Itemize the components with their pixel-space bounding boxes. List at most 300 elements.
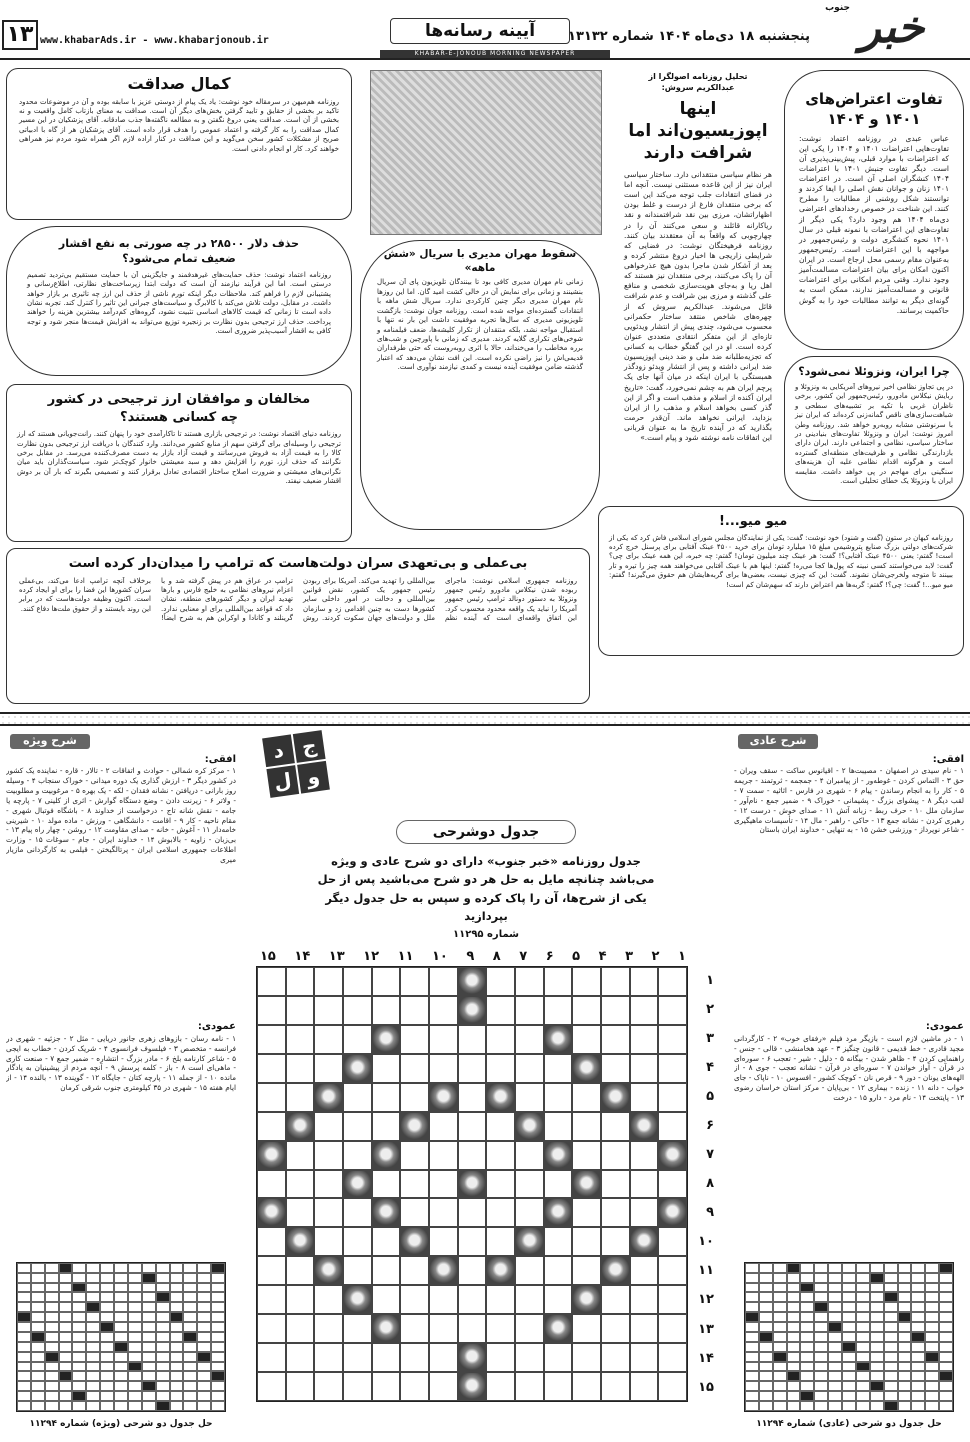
grid-cell[interactable] [372,1083,401,1112]
grid-cell[interactable] [658,1343,687,1372]
grid-cell[interactable] [515,1198,544,1227]
grid-cell[interactable] [400,1314,429,1343]
answer-cell [114,1292,128,1302]
answer-cell [925,1283,939,1293]
grid-cell[interactable] [314,996,343,1025]
grid-cell[interactable] [515,996,544,1025]
answer-cell [884,1352,898,1362]
grid-cell[interactable] [630,1083,659,1112]
grid-cell[interactable] [486,1372,515,1401]
answer-cell [759,1312,773,1322]
grid-cell[interactable] [544,1170,573,1199]
grid-cell[interactable] [486,967,515,996]
grid-cell[interactable] [601,967,630,996]
article-body: روزنامه جمهوری اسلامی نوشت: ماجرای ربوده شدن نیکلاس مادورو رئیس جمهور ونزوئلا به دستور دونالد ترامپ رئیس جمهور آمریکا را نباید یک واقعه محدود محسوب کرد. این اتفاق واقعه‌ای است که آینده نظم بین‌المللی را تهدید می‌کند. آمریکا برای ربودن رئیس جمهور یک کشور، نقض قوانین بین‌المللی و دخالت در امور داخلی سایر کشورها دست به چنین اقدامی زد و سازمان ملل و دولت‌های جهان سکوت کردند. روش ترامپ در عراق هم در پیش گرفته شد و با اعزام نیروهای نظامی به خلیج فارس و بارها تهدید ایران و دیگر کشورهای منطقه، نشان داد که قواعد بین‌المللی برای او معنایی ندارد. گرینلند و کانادا و اوکراین هم به شرح ایضاً! برخلاف آنچه ترامپ ادعا می‌کند، بی‌عملی سران کشورها این فضا را برای او ایجاد کرده است. اکنون وظیفه دولت‌هاست که در برابر این روند بایستند و از حقوق ملت‌ها دفاع کنند. [19,576,577,623]
grid-cell[interactable] [257,1025,286,1054]
grid-cell[interactable] [429,1314,458,1343]
grid-cell[interactable] [486,1343,515,1372]
grid-cell[interactable] [286,1083,315,1112]
answer-cell [898,1371,912,1381]
grid-cell[interactable] [630,1314,659,1343]
grid-cell[interactable] [286,1343,315,1372]
grid-cell[interactable] [486,1198,515,1227]
grid-cell[interactable] [286,1141,315,1170]
answer-cell [59,1312,73,1322]
answer-cell [197,1342,211,1352]
grid-block-cell [515,1227,544,1256]
grid-cell[interactable] [257,1256,286,1285]
grid-cell[interactable] [429,1227,458,1256]
answer-cell [828,1263,842,1273]
grid-cell[interactable] [486,1170,515,1199]
answer-cell [31,1381,45,1391]
answer-cell [59,1352,73,1362]
grid-cell[interactable] [429,1025,458,1054]
grid-cell[interactable] [458,1025,487,1054]
grid-cell[interactable] [257,1343,286,1372]
grid-cell[interactable] [658,996,687,1025]
grid-cell[interactable] [601,1025,630,1054]
grid-cell[interactable] [544,967,573,996]
answer-cell [114,1362,128,1372]
grid-cell[interactable] [515,967,544,996]
grid-cell[interactable] [458,1112,487,1141]
grid-cell[interactable] [429,967,458,996]
grid-cell[interactable] [314,1112,343,1141]
answer-cell [856,1292,870,1302]
answer-cell [100,1292,114,1302]
grid-cell[interactable] [544,996,573,1025]
grid-cell[interactable] [601,1372,630,1401]
grid-cell[interactable] [486,1025,515,1054]
grid-cell[interactable] [400,1054,429,1083]
grid-cell[interactable] [544,1083,573,1112]
grid-cell[interactable] [658,1256,687,1285]
grid-block-cell [572,1285,601,1314]
grid-cell[interactable] [572,996,601,1025]
special-answer-grid [16,1262,226,1412]
answer-cell [842,1292,856,1302]
grid-cell[interactable] [372,1372,401,1401]
grid-cell[interactable] [286,1285,315,1314]
logo-subtitle: جنوب [825,3,850,13]
grid-cell[interactable] [343,1343,372,1372]
answer-cell [72,1352,86,1362]
grid-block-cell [458,967,487,996]
answer-block-cell [884,1292,898,1302]
grid-cell[interactable] [314,1227,343,1256]
grid-cell[interactable] [343,1141,372,1170]
answer-cell [86,1362,100,1372]
article-title: مخالفان و موافقان ارز ترجیحی در کشور چه کسانی هستند؟ [47,392,311,425]
grid-cell[interactable] [372,996,401,1025]
grid-cell[interactable] [429,996,458,1025]
answer-cell [31,1371,45,1381]
answer-cell [773,1401,787,1411]
answer-cell [128,1352,142,1362]
answer-cell [745,1273,759,1283]
answer-cell [814,1263,828,1273]
grid-cell[interactable] [400,1198,429,1227]
grid-cell[interactable] [314,1054,343,1083]
grid-cell[interactable] [630,996,659,1025]
answer-cell [939,1352,953,1362]
column-number: ۶ [545,949,554,964]
grid-cell[interactable] [601,1198,630,1227]
grid-cell[interactable] [400,1170,429,1199]
grid-cell[interactable] [572,1083,601,1112]
grid-cell[interactable] [658,1083,687,1112]
grid-cell[interactable] [257,996,286,1025]
grid-cell[interactable] [544,1112,573,1141]
answer-cell [856,1302,870,1312]
grid-cell[interactable] [400,1343,429,1372]
grid-cell[interactable] [314,1343,343,1372]
answer-cell [211,1332,225,1342]
grid-cell[interactable] [630,1372,659,1401]
grid-cell[interactable] [601,1343,630,1372]
answer-cell [814,1391,828,1401]
grid-cell[interactable] [601,1112,630,1141]
grid-cell[interactable] [429,1170,458,1199]
grid-cell[interactable] [343,996,372,1025]
grid-cell[interactable] [286,1198,315,1227]
grid-cell[interactable] [286,1256,315,1285]
grid-cell[interactable] [372,1054,401,1083]
grid-cell[interactable] [257,967,286,996]
grid-block-cell [458,996,487,1025]
grid-cell[interactable] [572,1314,601,1343]
grid-block-cell [544,1198,573,1227]
grid-cell[interactable] [314,1170,343,1199]
answer-cell [911,1352,925,1362]
answer-cell [31,1401,45,1411]
article-title: حذف دلار ۲۸۵۰۰ در چه صورتی به نفع اقشار ضعیف تمام می‌شود؟ [58,237,300,265]
grid-cell[interactable] [515,1343,544,1372]
websites[interactable]: www.khabarAds.ir - www.khabarjonoub.ir [40,35,269,46]
grid-cell[interactable] [572,1227,601,1256]
answer-cell [800,1312,814,1322]
answer-cell [183,1381,197,1391]
grid-cell[interactable] [343,967,372,996]
grid-cell[interactable] [458,1054,487,1083]
grid-cell[interactable] [486,1112,515,1141]
grid-block-cell [486,1256,515,1285]
article-body: زمانی نام مهران مدیری کافی بود تا بینندگان تلویزیون پای آن سریال بنشینند و زمانی برای نمایش آن در خالی کشت امید گان. اما این روزها نام مهران مدیری دیگر چنین کارکردی ندارد. سریال شش ماهه با انتقادات گسترده‌ای مواجه شده است. روزنامه جوان نوشت: بازگشت تلویزیونی مدیری که سال‌ها تجربه موفقیت داشت این بار نه تنها با استقبال مواجه نشد، بلکه منتقدان از تکرار کلیشه‌ها، ضعف فیلمنامه و شوخی‌های تکراری گلایه کردند. مدیری که زمانی با پاورچین و شب‌های برره مخاطب را می‌خنداند، حالا با اثری روبه‌روست که حتی طرفداران قدیمی‌اش را نیز راضی نکرده است. این افت نشان می‌دهد که اعتبار گذشته ضامن موفقیت آینده نیست و کمدی نیازمند نوآوری است. [377,278,583,372]
grid-cell[interactable] [601,1141,630,1170]
grid-cell[interactable] [515,1285,544,1314]
grid-cell[interactable] [572,1141,601,1170]
answer-cell [156,1362,170,1372]
grid-cell[interactable] [544,1256,573,1285]
grid-cell[interactable] [486,1141,515,1170]
grid-cell[interactable] [658,1025,687,1054]
grid-cell[interactable] [257,1227,286,1256]
grid-cell[interactable] [601,1227,630,1256]
answer-cell [17,1273,31,1283]
grid-cell[interactable] [658,1054,687,1083]
answer-cell [814,1401,828,1411]
answer-cell [787,1401,801,1411]
grid-block-cell [314,1083,343,1112]
article-title: تفاوت اعتراض‌های ۱۴۰۱ و ۱۴۰۴ [805,90,943,129]
answer-cell [773,1283,787,1293]
grid-cell[interactable] [314,967,343,996]
answer-cell [114,1273,128,1283]
grid-cell[interactable] [572,1112,601,1141]
answer-cell [142,1332,156,1342]
grid-cell[interactable] [486,1227,515,1256]
grid-cell[interactable] [286,967,315,996]
answer-cell [911,1263,925,1273]
grid-cell[interactable] [572,1198,601,1227]
grid-cell[interactable] [630,1025,659,1054]
grid-cell[interactable] [658,967,687,996]
grid-cell[interactable] [544,1054,573,1083]
grid-cell[interactable] [458,1141,487,1170]
grid-cell[interactable] [601,1285,630,1314]
grid-cell[interactable] [314,1372,343,1401]
answer-cell [800,1322,814,1332]
grid-cell[interactable] [572,1025,601,1054]
column-number: ۱۰ [431,949,448,964]
grid-cell[interactable] [458,1083,487,1112]
grid-cell[interactable] [429,1141,458,1170]
grid-cell[interactable] [314,1198,343,1227]
grid-cell[interactable] [544,1343,573,1372]
grid-cell[interactable] [630,1141,659,1170]
grid-cell[interactable] [343,1083,372,1112]
grid-cell[interactable] [458,1314,487,1343]
grid-cell[interactable] [515,1025,544,1054]
grid-cell[interactable] [257,1083,286,1112]
grid-cell[interactable] [372,1256,401,1285]
grid-cell[interactable] [400,967,429,996]
issue-date: پنجشنبه ۱۸ دی‌ماه ۱۴۰۴ شماره ۱۳۱۳۲ [568,29,810,44]
grid-cell[interactable] [343,1112,372,1141]
grid-cell[interactable] [630,1054,659,1083]
grid-cell[interactable] [372,1227,401,1256]
answer-cell [183,1352,197,1362]
grid-cell[interactable] [601,1054,630,1083]
grid-cell[interactable] [257,1285,286,1314]
answer-cell [745,1332,759,1342]
grid-cell[interactable] [372,967,401,996]
grid-cell[interactable] [544,1285,573,1314]
grid-cell[interactable] [343,1314,372,1343]
grid-cell[interactable] [314,1285,343,1314]
grid-block-cell [458,1372,487,1401]
grid-block-cell [658,1198,687,1227]
grid-cell[interactable] [429,1198,458,1227]
grid-cell[interactable] [400,1285,429,1314]
grid-cell[interactable] [372,1112,401,1141]
newspaper-logo: خبر [859,2,925,53]
grid-cell[interactable] [572,967,601,996]
grid-cell[interactable] [458,1227,487,1256]
answer-cell [925,1322,939,1332]
grid-cell[interactable] [257,1314,286,1343]
grid-cell[interactable] [286,1025,315,1054]
answer-cell [17,1352,31,1362]
answer-cell [142,1342,156,1352]
answer-cell [787,1312,801,1322]
answer-block-cell [800,1391,814,1401]
grid-cell[interactable] [630,1256,659,1285]
grid-cell[interactable] [257,1372,286,1401]
grid-cell[interactable] [515,1314,544,1343]
answer-cell [870,1401,884,1411]
grid-cell[interactable] [343,1227,372,1256]
grid-cell[interactable] [429,1054,458,1083]
grid-cell[interactable] [458,1256,487,1285]
grid-cell[interactable] [544,1372,573,1401]
answer-cell [925,1401,939,1411]
grid-cell[interactable] [400,996,429,1025]
grid-cell[interactable] [630,967,659,996]
grid-cell[interactable] [486,1054,515,1083]
row-number: ۱۱ [698,1263,714,1279]
answer-cell [86,1322,100,1332]
grid-cell[interactable] [458,1285,487,1314]
grid-cell[interactable] [515,1083,544,1112]
grid-cell[interactable] [343,1372,372,1401]
grid-cell[interactable] [572,1343,601,1372]
answer-cell [898,1342,912,1352]
grid-cell[interactable] [286,1054,315,1083]
answer-cell [114,1371,128,1381]
answer-cell [814,1362,828,1372]
crossword-grid[interactable] [256,966,688,1402]
grid-cell[interactable] [658,1285,687,1314]
grid-cell[interactable] [630,1343,659,1372]
grid-cell[interactable] [515,1141,544,1170]
answer-cell [59,1292,73,1302]
answer-cell [211,1362,225,1372]
grid-cell[interactable] [544,1227,573,1256]
grid-cell[interactable] [658,1314,687,1343]
grid-cell[interactable] [658,1227,687,1256]
row-number: ۳ [706,1030,714,1046]
grid-cell[interactable] [286,1314,315,1343]
answer-cell [211,1273,225,1283]
answer-cell [939,1302,953,1312]
grid-cell[interactable] [314,1314,343,1343]
grid-cell[interactable] [572,1372,601,1401]
grid-cell[interactable] [257,1112,286,1141]
answer-cell [170,1352,184,1362]
grid-cell[interactable] [658,1372,687,1401]
answer-cell [842,1283,856,1293]
grid-cell[interactable] [429,1343,458,1372]
answer-cell [787,1273,801,1283]
answer-block-cell [128,1362,142,1372]
grid-cell[interactable] [601,1314,630,1343]
answer-cell [183,1292,197,1302]
answer-cell [142,1263,156,1273]
grid-cell[interactable] [429,1372,458,1401]
answer-cell [759,1401,773,1411]
grid-cell[interactable] [458,1198,487,1227]
answer-cell [745,1362,759,1372]
answer-cell [197,1371,211,1381]
grid-cell[interactable] [601,996,630,1025]
answer-cell [114,1381,128,1391]
answer-cell [814,1352,828,1362]
answer-cell [114,1332,128,1342]
grid-cell[interactable] [486,1314,515,1343]
grid-cell[interactable] [286,1170,315,1199]
grid-cell[interactable] [372,1343,401,1372]
answer-cell [842,1391,856,1401]
answer-cell [59,1332,73,1342]
grid-cell[interactable] [257,1054,286,1083]
answer-cell [800,1352,814,1362]
answer-cell [142,1292,156,1302]
answer-cell [870,1263,884,1273]
answer-cell [17,1362,31,1372]
grid-cell[interactable] [314,1141,343,1170]
grid-cell[interactable] [372,1170,401,1199]
grid-cell[interactable] [400,1141,429,1170]
grid-cell[interactable] [400,1083,429,1112]
answer-cell [911,1391,925,1401]
answer-cell [787,1292,801,1302]
grid-cell[interactable] [400,1372,429,1401]
grid-cell[interactable] [343,1025,372,1054]
grid-cell[interactable] [601,1170,630,1199]
answer-cell [884,1362,898,1372]
grid-cell[interactable] [286,1372,315,1401]
english-masthead: KHABAR-E-JONOUB MORNING NEWSPAPER [380,50,610,58]
answer-cell [211,1302,225,1312]
grid-cell[interactable] [286,996,315,1025]
grid-cell[interactable] [630,1170,659,1199]
grid-cell[interactable] [515,1256,544,1285]
grid-cell[interactable] [486,996,515,1025]
normal-answer-grid [744,1262,954,1412]
answer-cell [170,1263,184,1273]
answer-cell [898,1352,912,1362]
grid-cell[interactable] [343,1256,372,1285]
grid-cell[interactable] [572,1256,601,1285]
article-title: کمال صداقت [127,74,231,93]
grid-cell[interactable] [486,1285,515,1314]
grid-cell[interactable] [257,1170,286,1199]
newspapers-collage-image [370,70,602,235]
grid-cell[interactable] [630,1285,659,1314]
grid-cell[interactable] [400,1025,429,1054]
grid-cell[interactable] [630,1198,659,1227]
grid-cell[interactable] [658,1112,687,1141]
grid-cell[interactable] [343,1198,372,1227]
grid-cell[interactable] [429,1112,458,1141]
answer-cell [183,1371,197,1381]
grid-cell[interactable] [314,1025,343,1054]
grid-cell[interactable] [515,1170,544,1199]
answer-cell [31,1342,45,1352]
grid-cell[interactable] [515,1054,544,1083]
grid-cell[interactable] [429,1285,458,1314]
grid-cell[interactable] [658,1170,687,1199]
grid-cell[interactable] [515,1372,544,1401]
answer-cell [142,1322,156,1332]
answer-cell [211,1322,225,1332]
grid-cell[interactable] [372,1285,401,1314]
grid-cell[interactable] [400,1256,429,1285]
answer-cell [59,1283,73,1293]
badge-letter: ج [293,730,326,763]
